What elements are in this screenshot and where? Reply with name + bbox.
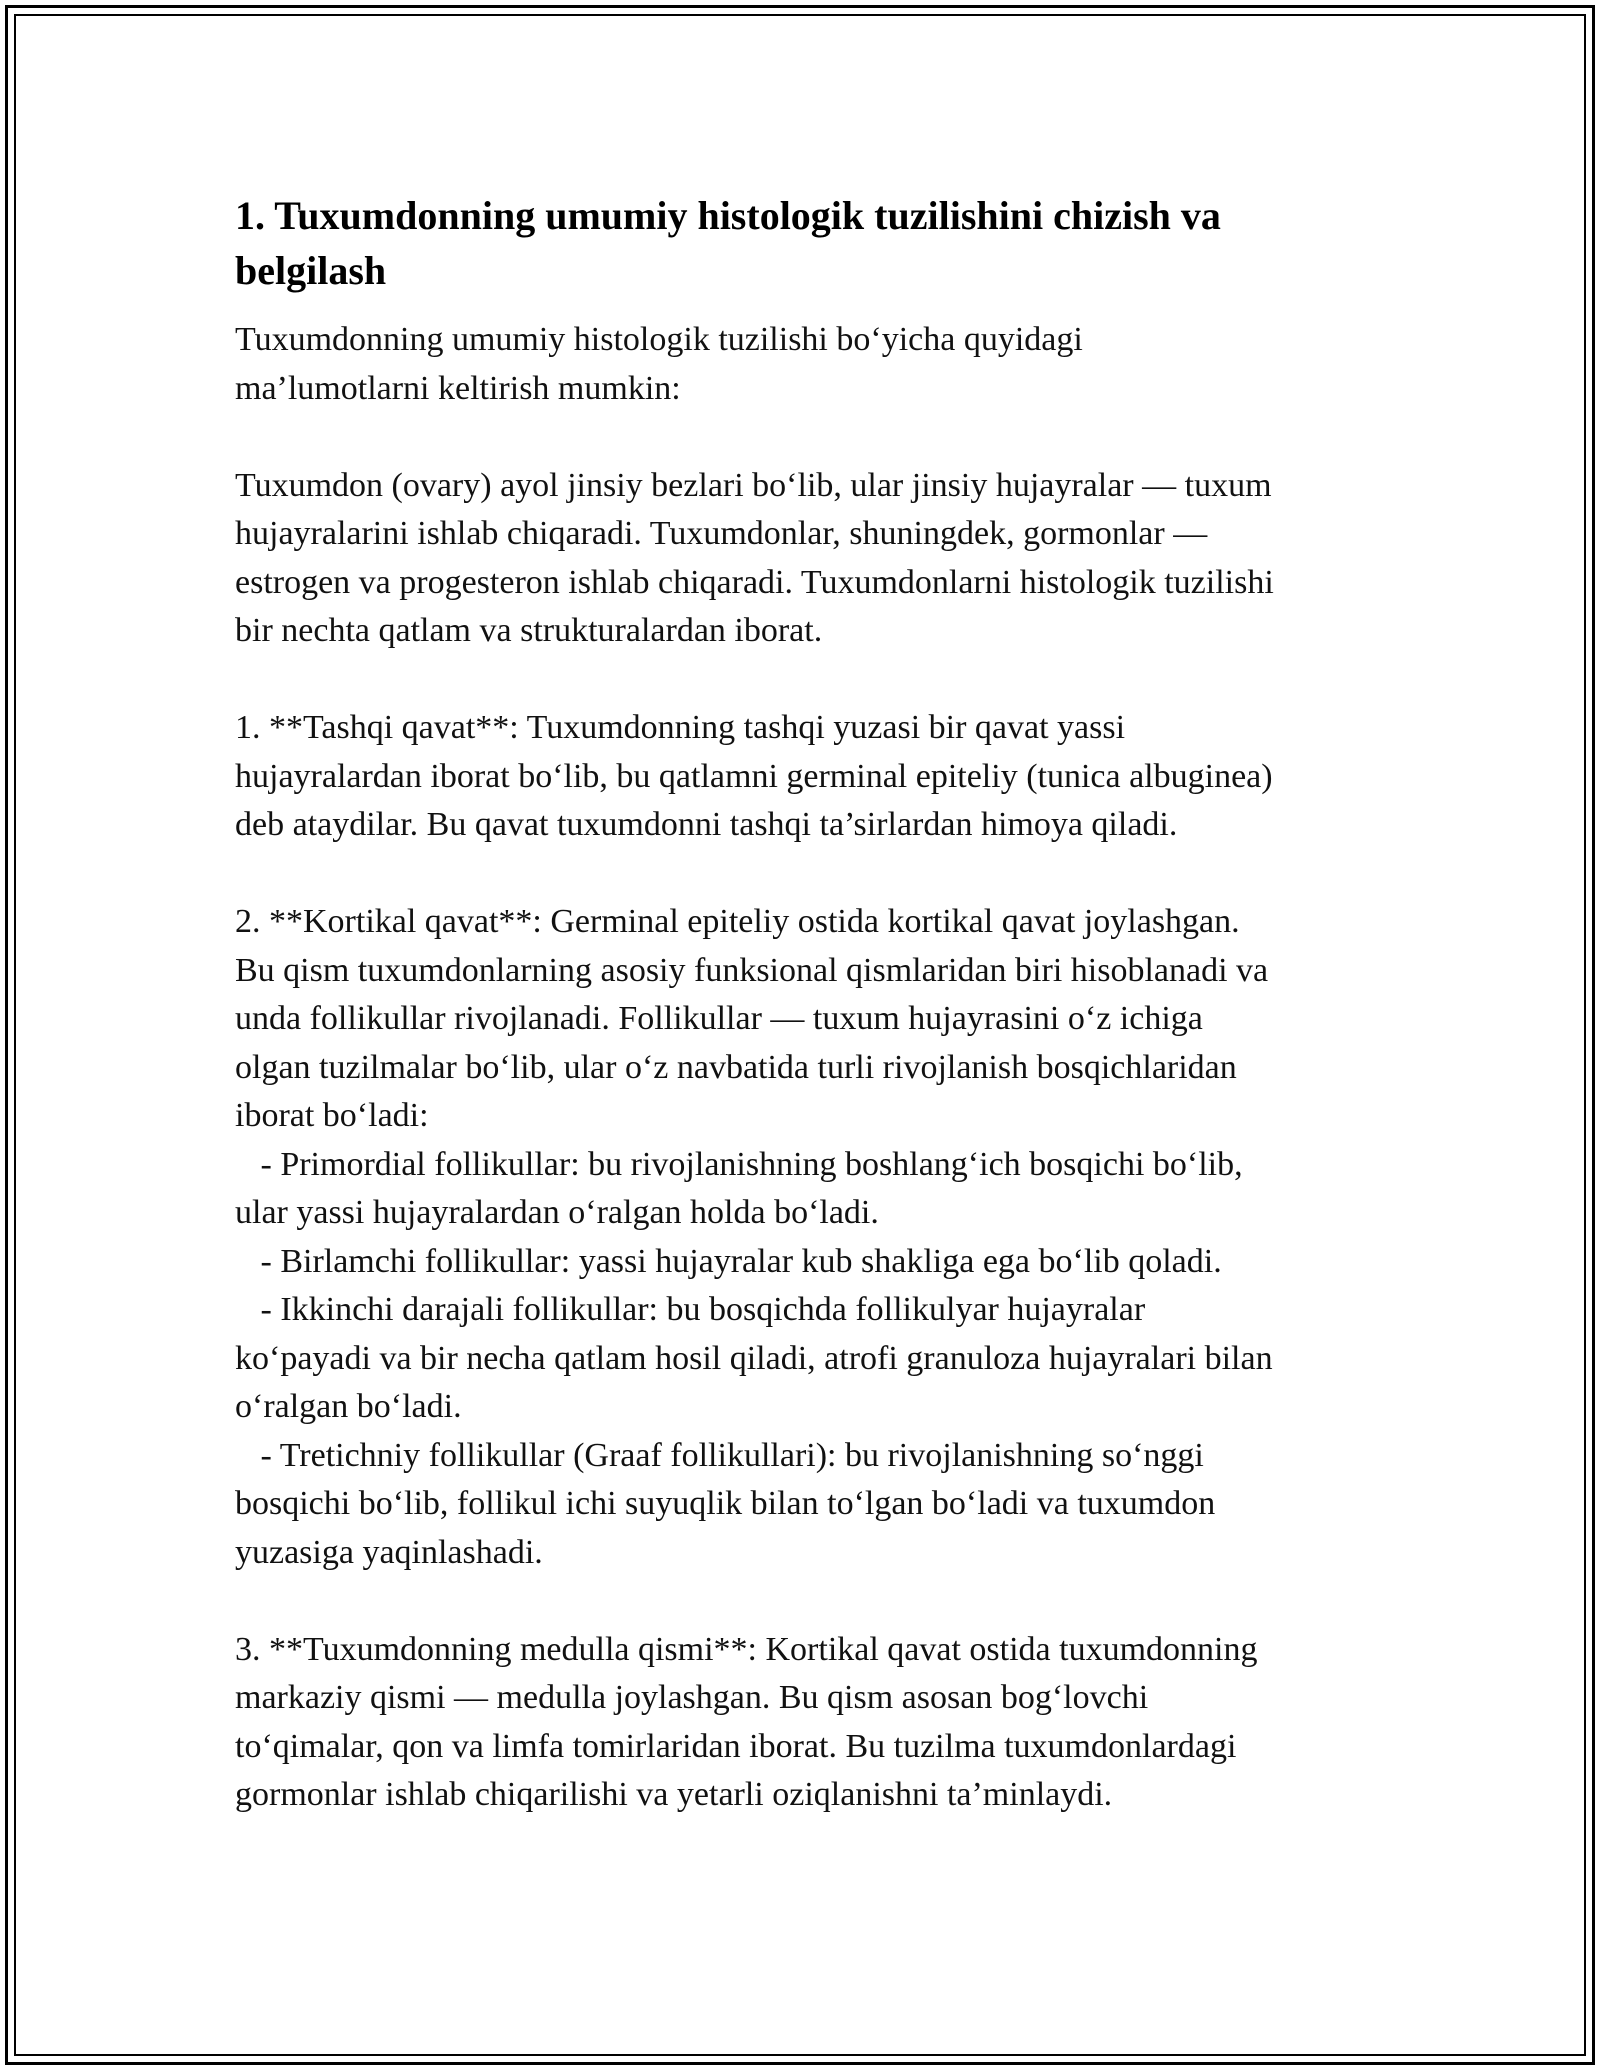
text-line: Tuxumdonning umumiy histologik tuzilishi bo‘yicha quyidagi [235, 321, 1083, 358]
text-line: yuzasiga yaqinlashadi. [235, 1533, 543, 1571]
section-cortical-layer [235, 898, 1370, 1577]
text-line: olgan tuzilmalar bo‘lib, ular o‘z navbatida turli rivojlanish bosqichlaridan [235, 1048, 1237, 1086]
document-heading [235, 188, 1370, 298]
text-line: Tuxumdon (ovary) ayol jinsiy bezlari bo‘lib, ular jinsiy hujayralar — tuxum [235, 466, 1272, 504]
document-body [235, 188, 1370, 1820]
text-line: markaziy qismi — medulla joylashgan. Bu qism asosan bog‘lovchi [235, 1679, 1149, 1716]
overview-paragraph [235, 462, 1370, 656]
text-line: iborat bo‘ladi: [235, 1097, 429, 1134]
text-line: ma’lumotlarni keltirish mumkin: [235, 369, 681, 407]
section-medulla [235, 1626, 1370, 1820]
list-item-primary: - Birlamchi follikullar: yassi hujayralar kub shakliga ega bo‘lib qoladi. [235, 1242, 1222, 1280]
text-line: 3. **Tuxumdonning medulla qismi**: Kortikal qavat ostida tuxumdonning [235, 1630, 1258, 1668]
text-line: gormonlar ishlab chiqarilishi va yetarli oziqlanishni ta’minlaydi. [235, 1776, 1113, 1813]
heading-line: belgilash [235, 248, 387, 293]
paragraph-gap [235, 1577, 1370, 1626]
text-line: deb ataydilar. Bu qavat tuxumdonni tashqi ta’sirlardan himoya qiladi. [235, 806, 1178, 843]
text-line: to‘qimalar, qon va limfa tomirlaridan iborat. Bu tuzilma tuxumdonlardagi [235, 1727, 1237, 1765]
text-line: bosqichi bo‘lib, follikul ichi suyuqlik bilan to‘lgan bo‘ladi va tuxumdon [235, 1485, 1216, 1522]
list-item-primordial: - Primordial follikullar: bu rivojlanishning boshlang‘ich bosqichi bo‘lib, [235, 1145, 1243, 1183]
text-line: ko‘payadi va bir necha qatlam hosil qiladi, atrofi granuloza hujayralari bilan [235, 1339, 1273, 1377]
text-line: 2. **Kortikal qavat**: Germinal epiteliy ostida kortikal qavat joylashgan. [235, 903, 1240, 940]
text-line: ular yassi hujayralardan o‘ralgan holda bo‘ladi. [235, 1194, 879, 1231]
paragraph-gap [235, 413, 1370, 462]
text-line: estrogen va progesteron ishlab chiqaradi. Tuxumdonlarni histologik tuzilishi [235, 563, 1274, 601]
intro-paragraph [235, 316, 1370, 413]
list-item-tertiary: - Tretichniy follikullar (Graaf follikullari): bu rivojlanishning so‘nggi [235, 1436, 1204, 1474]
text-line: Bu qism tuxumdonlarning asosiy funksional qismlaridan biri hisoblanadi va [235, 951, 1269, 989]
text-line: bir nechta qatlam va strukturalardan iborat. [235, 612, 823, 649]
text-line: unda follikullar rivojlanadi. Follikullar — tuxum hujayrasini o‘z ichiga [235, 1000, 1203, 1037]
list-item-secondary: - Ikkinchi darajali follikullar: bu bosqichda follikulyar hujayralar [235, 1291, 1146, 1328]
text-line: hujayralarini ishlab chiqaradi. Tuxumdonlar, shuningdek, gormonlar — [235, 515, 1208, 552]
paragraph-gap [235, 850, 1370, 899]
text-line: o‘ralgan bo‘ladi. [235, 1388, 462, 1425]
paragraph-gap [235, 656, 1370, 705]
text-line: hujayralardan iborat bo‘lib, bu qatlamni germinal epiteliy (tunica albuginea) [235, 757, 1273, 795]
heading-line: 1. Tuxumdonning umumiy histologik tuzilishini chizish va [235, 193, 1221, 238]
text-line: 1. **Tashqi qavat**: Tuxumdonning tashqi yuzasi bir qavat yassi [235, 709, 1126, 746]
section-outer-layer [235, 704, 1370, 850]
